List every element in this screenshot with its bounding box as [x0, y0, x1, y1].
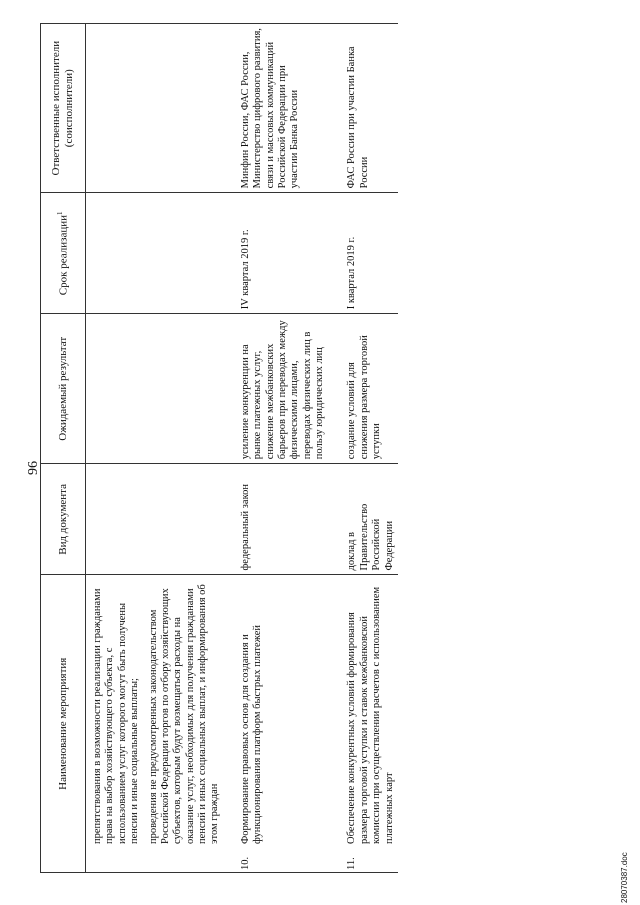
- result-cell: усиление конкуренции на рынке платежных услуг, снижение межбанковских барьеров при переводах между физическими лицами, переводах физических лиц в пользу юридических лиц: [238, 314, 345, 464]
- page-number: 96: [26, 461, 41, 475]
- doc-type-cell: федеральный закон: [238, 464, 345, 575]
- empty-cell: [86, 24, 238, 193]
- empty-cell: [86, 193, 238, 314]
- term-cell: I квартал 2019 г.: [344, 193, 398, 314]
- executors-cell: ФАС России при участии Банка России: [344, 24, 398, 193]
- table-row: [238, 24, 345, 873]
- executors-cell: Минфин России, ФАС России, Министерство цифрового развития, связи и массовых коммуникаций Российской Федерации при участии Банка России: [238, 24, 345, 193]
- empty-cell: [86, 464, 238, 575]
- measures-table: [40, 23, 398, 873]
- table-row: [344, 24, 398, 873]
- result-cell: создание условий для снижения размера торговой уступки: [344, 314, 398, 464]
- header-name: Наименование мероприятия: [41, 575, 86, 873]
- table-header-row: [41, 24, 86, 873]
- measure-name-cell: [344, 575, 398, 873]
- measure-name: Обеспечение конкурентных условий формирования размера торговой уступки и ставок межбанковской комиссии при осуществлении расчетов с использованием платежных карт: [346, 586, 395, 844]
- term-footnote-mark: 1: [55, 211, 64, 215]
- continuation-cell: [86, 575, 238, 873]
- continuation-paragraph-1: препятствования в возможности реализации гражданами права на выбор хозяйствующего субъекта, с использованием услуг которого могут быть получены пенсии и иные социальные выплаты;: [92, 588, 141, 844]
- header-term-label: Срок реализации: [57, 214, 70, 296]
- header-executors: Ответственные исполнители (соисполнители): [41, 24, 86, 193]
- measure-name: Формирование правовых основ для создания и функционирования платформ быстрых платежей: [239, 624, 264, 844]
- header-doc-type: Вид документа: [41, 464, 86, 575]
- document-code: 28070387.doc: [620, 852, 629, 903]
- header-term: [41, 193, 86, 314]
- term-cell: IV квартал 2019 г.: [238, 193, 345, 314]
- item-number: 10.: [239, 856, 251, 870]
- header-result: Ожидаемый результат: [41, 314, 86, 464]
- item-number: 11.: [346, 857, 358, 870]
- empty-cell: [86, 314, 238, 464]
- doc-type-cell: доклад в Правительство Российской Федерации: [344, 464, 398, 575]
- measure-name-cell: [238, 575, 345, 873]
- continuation-paragraph-2: проведения не предусмотренных законодательством Российской Федерации торгов по отбору хозяйствующих субъектов, которым будут возмещаться расходы на оказание услуг, необходимых для получения гражданами пенсий и иных социальных выплат, и информирования об этом граждан: [147, 584, 221, 844]
- table-row-continuation: [86, 24, 238, 873]
